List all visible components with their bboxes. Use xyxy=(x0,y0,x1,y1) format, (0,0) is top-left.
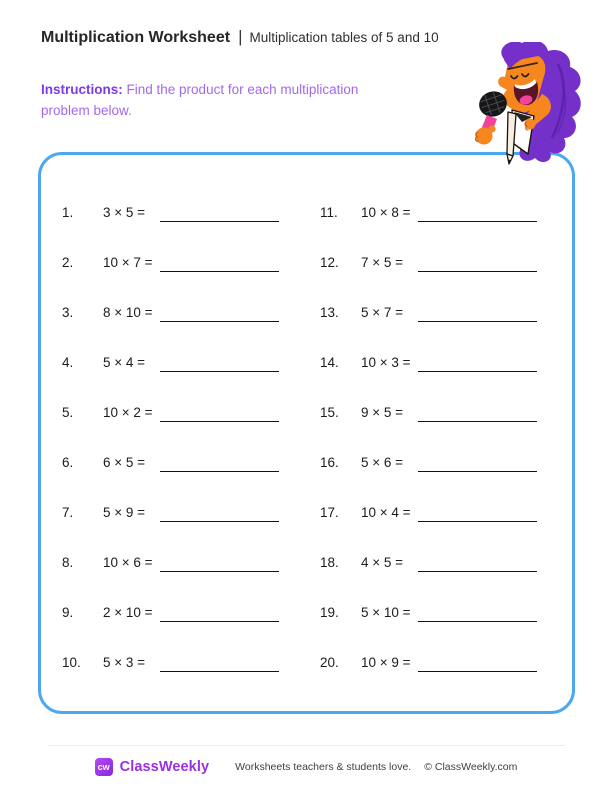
problem-number: 3. xyxy=(62,304,74,320)
problem-expression: 10 × 4 = xyxy=(361,504,411,520)
problem-row xyxy=(320,387,537,437)
problem-row xyxy=(320,637,537,687)
problem-row xyxy=(62,587,279,637)
footer-copyright: © ClassWeekly.com xyxy=(424,761,518,773)
problem-row xyxy=(62,387,279,437)
title-separator: | xyxy=(238,27,243,46)
problem-expression: 6 × 5 = xyxy=(103,454,146,470)
problem-expression: 8 × 10 = xyxy=(103,304,153,320)
problem-row xyxy=(62,337,279,387)
problem-number: 1. xyxy=(62,204,74,220)
problem-number: 16. xyxy=(320,454,339,470)
problem-expression: 10 × 8 = xyxy=(361,204,411,220)
problem-number: 20. xyxy=(320,654,339,670)
problem-expression: 10 × 2 = xyxy=(103,404,153,420)
problem-number: 5. xyxy=(62,404,74,420)
problem-row xyxy=(62,287,279,337)
problem-expression: 10 × 3 = xyxy=(361,354,411,370)
problem-row xyxy=(62,187,279,237)
problem-row xyxy=(320,487,537,537)
problem-row xyxy=(62,637,279,687)
singing-fox-mascot-illustration xyxy=(462,42,592,166)
problems-column-right xyxy=(320,187,537,687)
problem-number: 12. xyxy=(320,254,339,270)
instructions-text: Find the product for each multiplication problem below. xyxy=(41,82,359,118)
problem-row xyxy=(320,437,537,487)
problem-row xyxy=(320,237,537,287)
footer-tagline: Worksheets teachers & students love. xyxy=(235,761,412,773)
footer xyxy=(0,758,612,776)
problems-panel xyxy=(38,152,575,714)
page-subtitle: Multiplication tables of 5 and 10 xyxy=(249,30,439,45)
answer-blank[interactable] xyxy=(160,403,279,422)
problem-row xyxy=(62,537,279,587)
instructions-label: Instructions: xyxy=(41,82,123,97)
problem-expression: 4 × 5 = xyxy=(361,554,404,570)
problem-expression: 10 × 9 = xyxy=(361,654,411,670)
problems-column-left xyxy=(62,187,279,687)
problem-number: 15. xyxy=(320,404,339,420)
problem-number: 6. xyxy=(62,454,74,470)
problem-expression: 5 × 9 = xyxy=(103,504,146,520)
problem-number: 9. xyxy=(62,604,74,620)
classweekly-logo-icon: cw xyxy=(95,758,113,776)
problem-number: 17. xyxy=(320,504,339,520)
brand-name: ClassWeekly xyxy=(119,759,210,775)
answer-blank[interactable] xyxy=(418,403,537,422)
problem-expression: 5 × 7 = xyxy=(361,304,404,320)
problem-row xyxy=(62,437,279,487)
answer-blank[interactable] xyxy=(160,653,279,672)
problem-row xyxy=(320,587,537,637)
problem-expression: 9 × 5 = xyxy=(361,404,404,420)
problem-number: 14. xyxy=(320,354,339,370)
problem-expression: 5 × 6 = xyxy=(361,454,404,470)
problem-row xyxy=(62,237,279,287)
answer-blank[interactable] xyxy=(160,603,279,622)
problem-row xyxy=(320,537,537,587)
answer-blank[interactable] xyxy=(418,203,537,222)
problem-number: 13. xyxy=(320,304,339,320)
problem-expression: 5 × 3 = xyxy=(103,654,146,670)
answer-blank[interactable] xyxy=(160,353,279,372)
answer-blank[interactable] xyxy=(418,253,537,272)
answer-blank[interactable] xyxy=(160,553,279,572)
problem-number: 10. xyxy=(62,654,81,670)
answer-blank[interactable] xyxy=(418,303,537,322)
problem-row xyxy=(320,287,537,337)
answer-blank[interactable] xyxy=(160,453,279,472)
answer-blank[interactable] xyxy=(418,353,537,372)
problem-row xyxy=(320,337,537,387)
problem-number: 2. xyxy=(62,254,74,270)
mascot-svg xyxy=(462,42,592,166)
answer-blank[interactable] xyxy=(160,203,279,222)
problem-number: 8. xyxy=(62,554,74,570)
problem-number: 11. xyxy=(320,204,338,220)
problem-number: 19. xyxy=(320,604,339,620)
problem-expression: 7 × 5 = xyxy=(361,254,404,270)
answer-blank[interactable] xyxy=(418,503,537,522)
answer-blank[interactable] xyxy=(160,303,279,322)
problem-expression: 2 × 10 = xyxy=(103,604,153,620)
problem-number: 4. xyxy=(62,354,74,370)
problem-row xyxy=(62,487,279,537)
answer-blank[interactable] xyxy=(418,553,537,572)
problem-expression: 5 × 10 = xyxy=(361,604,411,620)
answer-blank[interactable] xyxy=(418,603,537,622)
problem-row xyxy=(320,187,537,237)
footer-divider xyxy=(48,745,565,746)
answer-blank[interactable] xyxy=(160,253,279,272)
instructions xyxy=(41,79,399,121)
answer-blank[interactable] xyxy=(418,653,537,672)
answer-blank[interactable] xyxy=(160,503,279,522)
answer-blank[interactable] xyxy=(418,453,537,472)
problem-number: 18. xyxy=(320,554,339,570)
problem-number: 7. xyxy=(62,504,74,520)
page-title: Multiplication Worksheet xyxy=(41,29,231,46)
problem-expression: 10 × 6 = xyxy=(103,554,153,570)
problem-expression: 5 × 4 = xyxy=(103,354,146,370)
problem-expression: 3 × 5 = xyxy=(103,204,146,220)
header xyxy=(41,27,439,47)
problem-expression: 10 × 7 = xyxy=(103,254,153,270)
